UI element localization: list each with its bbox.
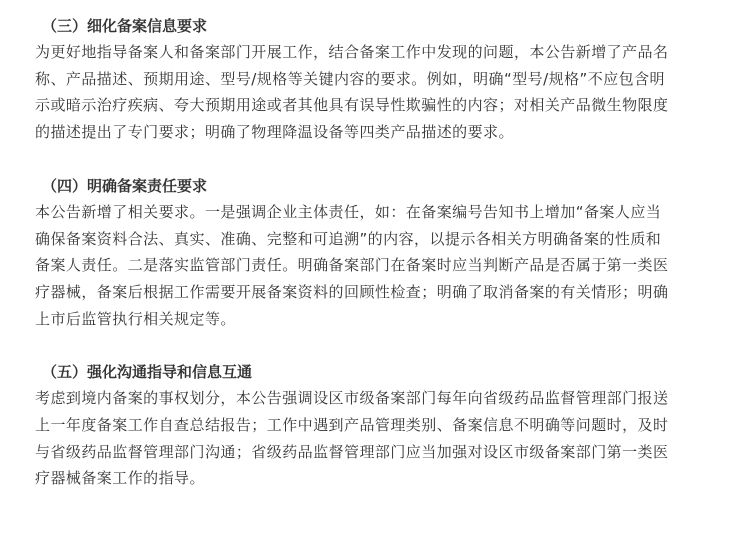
paragraph-line: 疗器械备案工作的指导。	[35, 469, 205, 488]
paragraph-line: 上一年度备案工作自查总结报告；工作中遇到产品管理类别、备案信息不明确等问题时，及时	[35, 416, 669, 435]
paragraph-line: 本公告新增了相关要求。一是强调企业主体责任，如：在备案编号告知书上增加“备案人应当	[35, 202, 662, 221]
section-paragraph	[35, 199, 715, 333]
document-body	[35, 13, 715, 492]
paragraph-line: 上市后监管执行相关规定等。	[35, 309, 236, 328]
paragraph-line: 称、产品描述、预期用途、型号/规格等关键内容的要求。例如，明确“型号/规格”不应包含明	[35, 69, 666, 88]
section-spacer	[35, 146, 715, 173]
section-spacer	[35, 332, 715, 359]
paragraph-line: 确保备案资料合法、真实、准确、完整和可追溯”的内容，以提示各相关方明确备案的性质和	[35, 229, 662, 248]
paragraph-line: 考虑到境内备案的事权划分，本公告强调设区市级备案部门每年向省级药品监督管理部门报送	[35, 389, 669, 408]
section-5	[35, 359, 715, 492]
paragraph-line: 示或暗示治疗疾病、夸大预期用途或者其他具有误导性欺骗性的内容；对相关产品微生物限度	[35, 96, 669, 115]
section-4	[35, 173, 715, 333]
paragraph-line: 的描述提出了专门要求；明确了物理降温设备等四类产品描述的要求。	[35, 123, 514, 142]
section-heading: （四）明确备案责任要求	[42, 176, 208, 195]
section-paragraph	[35, 39, 715, 146]
paragraph-line: 备案人责任。二是落实监管部门责任。明确备案部门在备案时应当判断产品是否属于第一类医	[35, 256, 669, 275]
section-heading: （三）细化备案信息要求	[42, 17, 208, 35]
paragraph-line: 疗器械，备案后根据工作需要开展备案资料的回顾性检查；明确了取消备案的有关情形；明确	[35, 282, 669, 301]
section-heading: （五）强化沟通指导和信息互通	[42, 363, 253, 382]
paragraph-line: 为更好地指导备案人和备案部门开展工作，结合备案工作中发现的问题，本公告新增了产品名	[35, 43, 669, 61]
paragraph-line: 与省级药品监督管理部门沟通；省级药品监督管理部门应当加强对设区市级备案部门第一类医	[35, 442, 669, 461]
section-paragraph	[35, 385, 715, 492]
section-3	[35, 13, 715, 146]
